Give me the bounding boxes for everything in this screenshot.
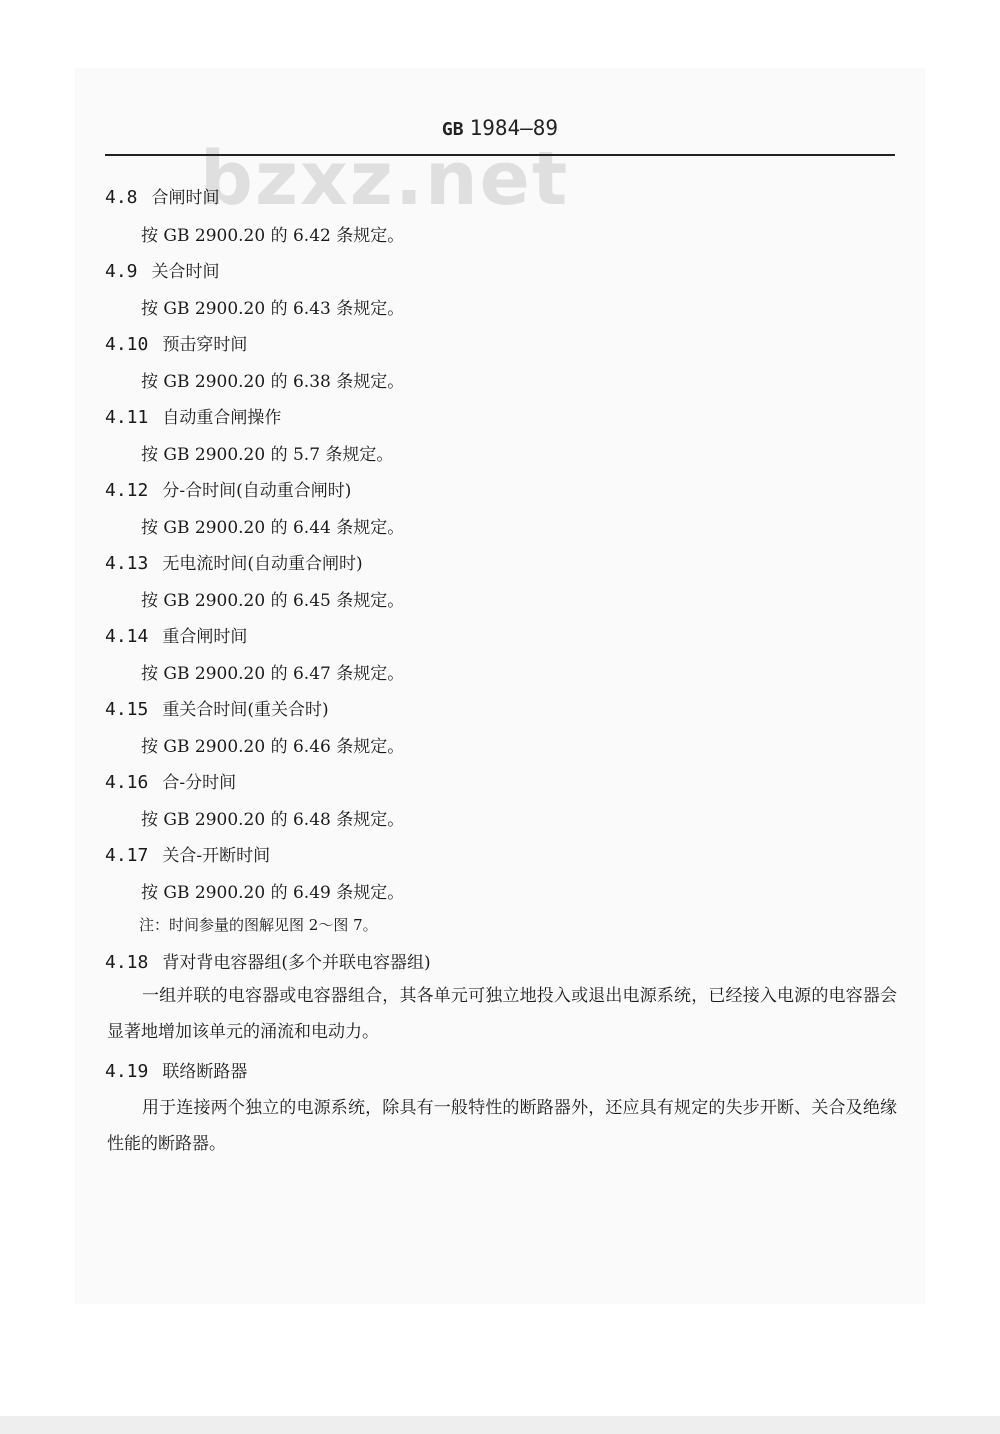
section-rule-text: 按 GB 2900.20 的 6.38 条规定。 bbox=[141, 372, 405, 392]
section-title: 分-合时间(自动重合闸时) bbox=[162, 481, 352, 501]
section-number: 4.18 bbox=[105, 952, 149, 973]
section-title: 预击穿时间 bbox=[162, 335, 248, 355]
watermark: bzxz.net bbox=[200, 136, 570, 222]
section-number: 4.17 bbox=[105, 845, 149, 866]
section-number: 4.15 bbox=[105, 699, 149, 720]
section-number: 4.10 bbox=[105, 334, 149, 355]
section-title: 重合闸时间 bbox=[162, 627, 248, 647]
section-heading bbox=[105, 841, 270, 866]
section-rule-text: 按 GB 2900.20 的 6.49 条规定。 bbox=[141, 883, 405, 903]
standard-prefix: GB bbox=[441, 119, 464, 140]
section-title: 合闸时间 bbox=[151, 188, 220, 208]
section-title: 联络断路器 bbox=[162, 1062, 248, 1082]
section-rule-text: 按 GB 2900.20 的 6.48 条规定。 bbox=[141, 810, 405, 830]
section-number: 4.9 bbox=[105, 261, 138, 282]
section-heading bbox=[105, 403, 281, 428]
section-heading bbox=[105, 549, 363, 574]
section-rule-text: 按 GB 2900.20 的 6.47 条规定。 bbox=[141, 664, 405, 684]
section-title: 关合时间 bbox=[151, 262, 220, 282]
section-heading bbox=[105, 183, 220, 208]
section-number: 4.11 bbox=[105, 407, 149, 428]
section-rule-text: 按 GB 2900.20 的 6.44 条规定。 bbox=[141, 518, 405, 538]
section-body-paragraph: 一组并联的电容器或电容器组合，其各单元可独立地投入或退出电源系统，已经接入电源的电容器会显著地增加该单元的涌流和电动力。 bbox=[107, 986, 897, 1042]
section-heading bbox=[105, 768, 236, 793]
standard-number: 1984—89 bbox=[469, 116, 559, 140]
section-number: 4.16 bbox=[105, 772, 149, 793]
section-rule-text: 按 GB 2900.20 的 6.46 条规定。 bbox=[141, 737, 405, 757]
section-rule-text: 按 GB 2900.20 的 6.43 条规定。 bbox=[141, 299, 405, 319]
section-heading bbox=[105, 622, 247, 647]
note-text: 注：时间参量的图解见图 2～图 7。 bbox=[139, 916, 378, 934]
section-title: 自动重合闸操作 bbox=[162, 408, 282, 428]
section-body-paragraph: 用于连接两个独立的电源系统，除具有一般特性的断路器外，还应具有规定的失步开断、关合及绝缘性能的断路器。 bbox=[107, 1098, 897, 1154]
section-number: 4.19 bbox=[105, 1061, 149, 1082]
section-number: 4.13 bbox=[105, 553, 149, 574]
section-rule-text: 按 GB 2900.20 的 5.7 条规定。 bbox=[141, 445, 394, 465]
section-title: 关合-开断时间 bbox=[162, 846, 271, 866]
page-header bbox=[0, 116, 1000, 140]
section-title: 无电流时间(自动重合闸时) bbox=[162, 554, 363, 574]
section-heading bbox=[105, 948, 431, 973]
section-number: 4.8 bbox=[105, 187, 138, 208]
section-title: 合-分时间 bbox=[162, 773, 237, 793]
section-title: 重关合时间(重关合时) bbox=[162, 700, 329, 720]
section-title: 背对背电容器组(多个并联电容器组) bbox=[162, 953, 431, 973]
section-rule-text: 按 GB 2900.20 的 6.45 条规定。 bbox=[141, 591, 405, 611]
header-rule bbox=[105, 154, 895, 156]
section-heading bbox=[105, 330, 247, 355]
section-number: 4.12 bbox=[105, 480, 149, 501]
section-rule-text: 按 GB 2900.20 的 6.42 条规定。 bbox=[141, 226, 405, 246]
section-heading bbox=[105, 695, 329, 720]
section-heading bbox=[105, 476, 351, 501]
viewer-bottom-bar bbox=[0, 1416, 1000, 1434]
section-heading bbox=[105, 257, 220, 282]
section-number: 4.14 bbox=[105, 626, 149, 647]
section-heading bbox=[105, 1057, 247, 1082]
